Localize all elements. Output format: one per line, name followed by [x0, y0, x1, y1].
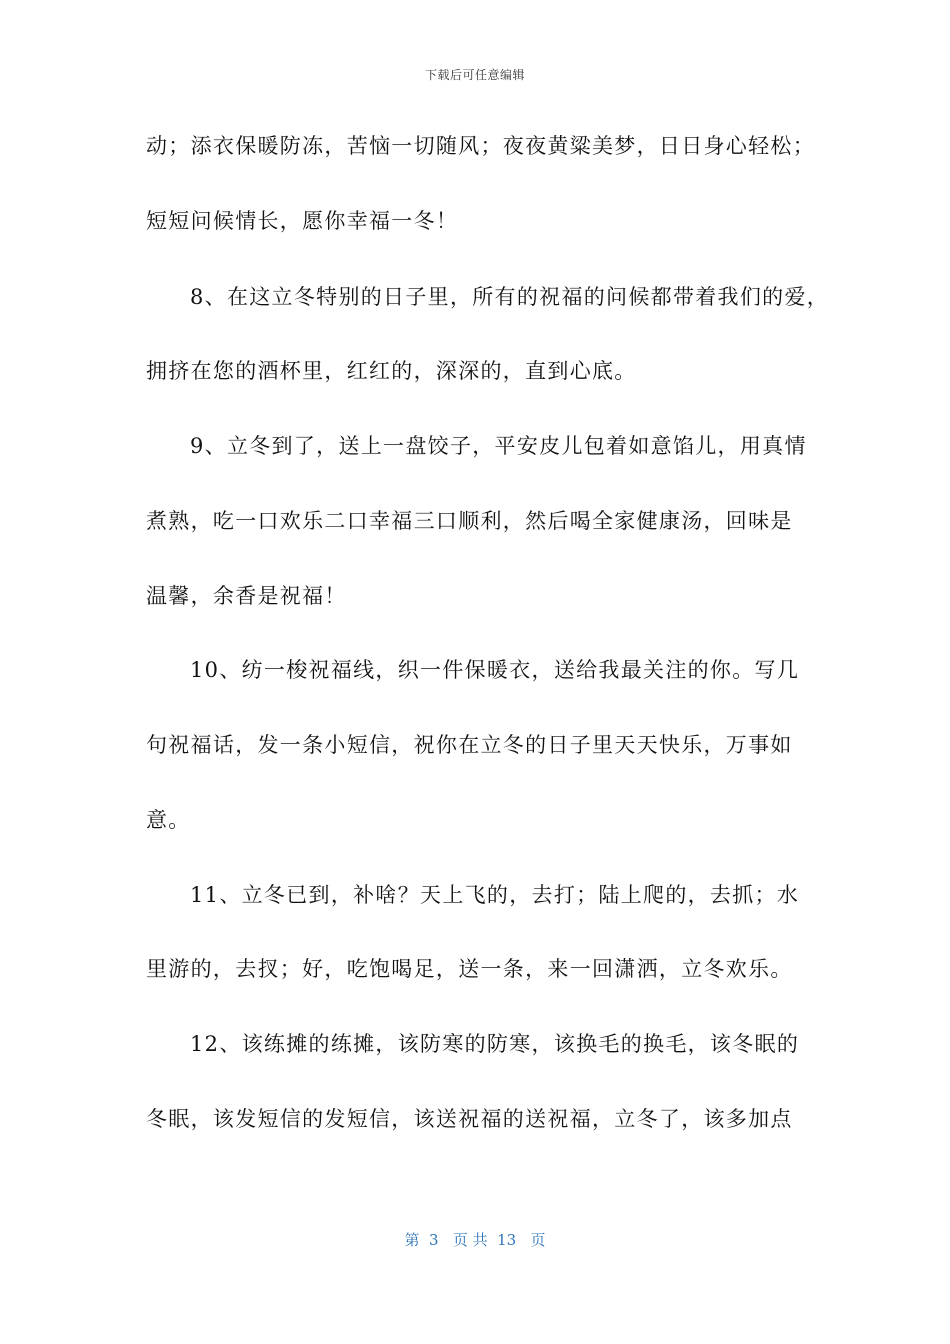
body-line: 意。	[146, 808, 191, 832]
body-line: 句祝福话，发一条小短信，祝你在立冬的日子里天天快乐，万事如	[146, 733, 793, 757]
body-line: 动；添衣保暖防冻，苦恼一切随风；夜夜黄粱美梦，日日身心轻松；	[146, 134, 815, 158]
paragraph-first-line: 8、在这立冬特别的日子里，所有的祝福的问候都带着我们的爱，	[190, 285, 830, 309]
paragraph-first-line: 10、纺一梭祝福线，织一件保暖衣，送给我最关注的你。写几	[190, 658, 800, 682]
body-line: 里游的，去扠；好，吃饱喝足，送一条，来一回潇洒，立冬欢乐。	[146, 957, 793, 981]
paragraph-first-line: 11、立冬已到，补啥？天上飞的，去打；陆上爬的，去抓；水	[190, 883, 800, 907]
paragraph-first-line: 9、立冬到了，送上一盘饺子，平安皮儿包着如意馅儿，用真情	[190, 434, 807, 458]
body-line: 煮熟，吃一口欢乐二口幸福三口顺利，然后喝全家健康汤，回味是	[146, 509, 793, 533]
body-line: 冬眠，该发短信的发短信，该送祝福的送祝福，立冬了，该多加点	[146, 1107, 793, 1131]
body-line: 温馨，余香是祝福！	[146, 584, 347, 608]
body-line: 短短问候情长，愿你幸福一冬！	[146, 209, 459, 233]
paragraph-first-line: 12、该练摊的练摊，该防寒的防寒，该换毛的换毛，该冬眠的	[190, 1032, 800, 1056]
page-header: 下载后可任意编辑	[424, 68, 525, 82]
page-number-footer: 第 3 页 共 13 页	[404, 1231, 546, 1249]
body-line: 拥挤在您的酒杯里，红红的，深深的，直到心底。	[146, 359, 637, 383]
